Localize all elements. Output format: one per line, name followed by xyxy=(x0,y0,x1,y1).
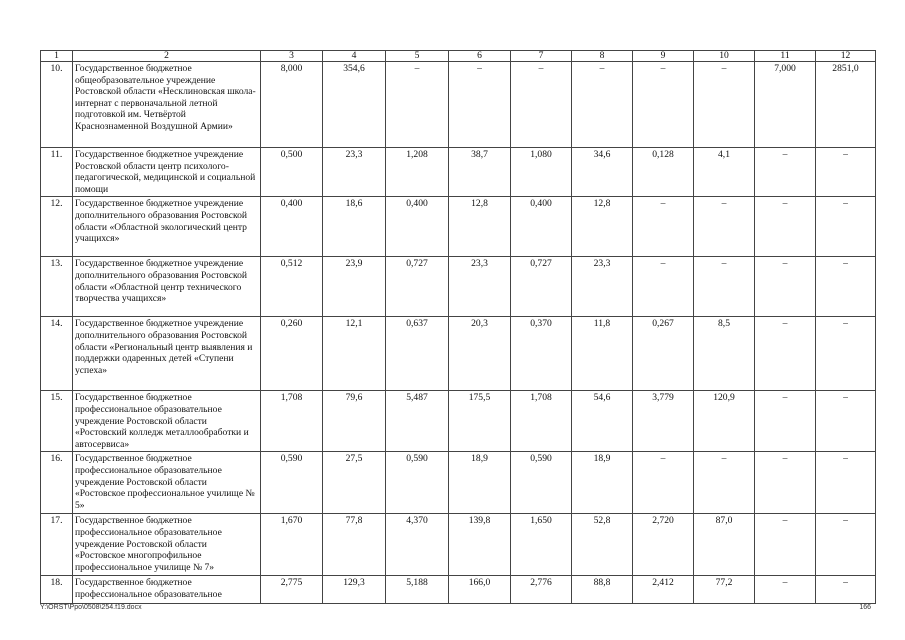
value-cell-col-7: 1,080 xyxy=(511,148,572,197)
value-cell-col-11: 7,000 xyxy=(755,62,816,148)
value-cell-col-7: 0,727 xyxy=(511,257,572,317)
institution-name: Государственное бюджетное учреждение дополнительного образования Ростовской области «Региональный центр выявления и поддержки одаренных детей «Ступени успеха» xyxy=(73,317,261,391)
column-number-11: 11 xyxy=(755,51,816,62)
value-cell-col-3: 8,000 xyxy=(261,62,323,148)
column-number-4: 4 xyxy=(323,51,386,62)
value-cell-col-5: 1,208 xyxy=(386,148,449,197)
value-cell-col-11: – xyxy=(755,452,816,514)
value-cell-col-8: 11,8 xyxy=(572,317,633,391)
row-number: 10. xyxy=(41,62,73,148)
row-number: 17. xyxy=(41,514,73,576)
value-cell-col-12: – xyxy=(816,197,876,257)
value-cell-col-7: 2,776 xyxy=(511,576,572,604)
column-number-6: 6 xyxy=(449,51,511,62)
column-number-8: 8 xyxy=(572,51,633,62)
value-cell-col-5: 0,637 xyxy=(386,317,449,391)
value-cell-col-5: – xyxy=(386,62,449,148)
column-number-1: 1 xyxy=(41,51,73,62)
value-cell-col-4: 23,3 xyxy=(323,148,386,197)
column-number-9: 9 xyxy=(633,51,694,62)
value-cell-col-8: 54,6 xyxy=(572,391,633,452)
institution-name: Государственное бюджетное учреждение дополнительного образования Ростовской области «Областной центр технического творчества учащихся» xyxy=(73,257,261,317)
institution-name: Государственное бюджетное профессиональное образовательное учреждение Ростовской области «Ростовский колледж металлообработки и автосервиса» xyxy=(73,391,261,452)
column-number-row xyxy=(41,51,876,62)
value-cell-col-11: – xyxy=(755,148,816,197)
value-cell-col-9: 0,128 xyxy=(633,148,694,197)
column-number-7: 7 xyxy=(511,51,572,62)
value-cell-col-6: – xyxy=(449,62,511,148)
value-cell-col-10: 8,5 xyxy=(694,317,755,391)
institution-name: Государственное бюджетное профессиональное образовательное xyxy=(73,576,261,604)
value-cell-col-4: 354,6 xyxy=(323,62,386,148)
row-number: 15. xyxy=(41,391,73,452)
value-cell-col-7: 1,708 xyxy=(511,391,572,452)
value-cell-col-8: 12,8 xyxy=(572,197,633,257)
value-cell-col-9: 2,720 xyxy=(633,514,694,576)
value-cell-col-7: – xyxy=(511,62,572,148)
value-cell-col-10: – xyxy=(694,197,755,257)
column-number-3: 3 xyxy=(261,51,323,62)
value-cell-col-8: 23,3 xyxy=(572,257,633,317)
value-cell-col-12: 2851,0 xyxy=(816,62,876,148)
value-cell-col-12: – xyxy=(816,257,876,317)
value-cell-col-6: 38,7 xyxy=(449,148,511,197)
value-cell-col-11: – xyxy=(755,317,816,391)
column-number-10: 10 xyxy=(694,51,755,62)
row-number: 18. xyxy=(41,576,73,604)
column-number-12: 12 xyxy=(816,51,876,62)
table-row xyxy=(41,148,876,197)
value-cell-col-11: – xyxy=(755,391,816,452)
value-cell-col-12: – xyxy=(816,514,876,576)
value-cell-col-3: 1,670 xyxy=(261,514,323,576)
value-cell-col-3: 0,260 xyxy=(261,317,323,391)
institution-name: Государственное бюджетное профессиональное образовательное учреждение Ростовской области «Ростовское многопрофильное профессиональное училище № 7» xyxy=(73,514,261,576)
value-cell-col-10: 120,9 xyxy=(694,391,755,452)
value-cell-col-4: 79,6 xyxy=(323,391,386,452)
value-cell-col-12: – xyxy=(816,148,876,197)
value-cell-col-5: 0,727 xyxy=(386,257,449,317)
table-row xyxy=(41,391,876,452)
page-number: 166 xyxy=(859,604,871,611)
value-cell-col-5: 5,188 xyxy=(386,576,449,604)
value-cell-col-10: 4,1 xyxy=(694,148,755,197)
value-cell-col-7: 0,400 xyxy=(511,197,572,257)
institution-name: Государственное бюджетное профессиональное образовательное учреждение Ростовской области «Ростовское профессиональное училище № 5» xyxy=(73,452,261,514)
table-row xyxy=(41,576,876,604)
institution-name: Государственное бюджетное учреждение Ростовской области центр психолого-педагогической, медицинской и социальной помощи xyxy=(73,148,261,197)
value-cell-col-11: – xyxy=(755,257,816,317)
table-row xyxy=(41,62,876,148)
table-row xyxy=(41,452,876,514)
value-cell-col-6: 23,3 xyxy=(449,257,511,317)
value-cell-col-10: – xyxy=(694,452,755,514)
file-path: Y:\ORST\Ppo\0508\254.f19.docx xyxy=(40,604,142,611)
value-cell-col-6: 20,3 xyxy=(449,317,511,391)
allocation-table xyxy=(40,50,876,604)
row-number: 14. xyxy=(41,317,73,391)
institution-name: Государственное бюджетное общеобразовательное учреждение Ростовской области «Несклиновская школа-интернат с первоначальной летной подготовкой им. Четвёртой Краснознаменной Воздушной Армии» xyxy=(73,62,261,148)
value-cell-col-3: 0,500 xyxy=(261,148,323,197)
row-number: 16. xyxy=(41,452,73,514)
value-cell-col-8: 52,8 xyxy=(572,514,633,576)
value-cell-col-5: 4,370 xyxy=(386,514,449,576)
value-cell-col-10: – xyxy=(694,62,755,148)
value-cell-col-9: – xyxy=(633,452,694,514)
value-cell-col-10: – xyxy=(694,257,755,317)
value-cell-col-6: 139,8 xyxy=(449,514,511,576)
value-cell-col-10: 87,0 xyxy=(694,514,755,576)
value-cell-col-9: – xyxy=(633,197,694,257)
value-cell-col-3: 0,590 xyxy=(261,452,323,514)
value-cell-col-9: – xyxy=(633,257,694,317)
value-cell-col-9: – xyxy=(633,62,694,148)
value-cell-col-8: – xyxy=(572,62,633,148)
value-cell-col-12: – xyxy=(816,317,876,391)
value-cell-col-6: 166,0 xyxy=(449,576,511,604)
column-number-2: 2 xyxy=(73,51,261,62)
value-cell-col-3: 0,512 xyxy=(261,257,323,317)
value-cell-col-9: 2,412 xyxy=(633,576,694,604)
value-cell-col-9: 0,267 xyxy=(633,317,694,391)
table-row xyxy=(41,197,876,257)
value-cell-col-10: 77,2 xyxy=(694,576,755,604)
value-cell-col-11: – xyxy=(755,576,816,604)
value-cell-col-12: – xyxy=(816,576,876,604)
row-number: 11. xyxy=(41,148,73,197)
value-cell-col-5: 0,400 xyxy=(386,197,449,257)
value-cell-col-9: 3,779 xyxy=(633,391,694,452)
value-cell-col-8: 88,8 xyxy=(572,576,633,604)
value-cell-col-6: 175,5 xyxy=(449,391,511,452)
value-cell-col-7: 0,370 xyxy=(511,317,572,391)
value-cell-col-5: 0,590 xyxy=(386,452,449,514)
value-cell-col-5: 5,487 xyxy=(386,391,449,452)
value-cell-col-11: – xyxy=(755,197,816,257)
value-cell-col-3: 1,708 xyxy=(261,391,323,452)
table-row xyxy=(41,514,876,576)
row-number: 13. xyxy=(41,257,73,317)
value-cell-col-4: 77,8 xyxy=(323,514,386,576)
value-cell-col-7: 0,590 xyxy=(511,452,572,514)
value-cell-col-11: – xyxy=(755,514,816,576)
row-number: 12. xyxy=(41,197,73,257)
table-row xyxy=(41,257,876,317)
value-cell-col-6: 18,9 xyxy=(449,452,511,514)
value-cell-col-8: 34,6 xyxy=(572,148,633,197)
column-number-5: 5 xyxy=(386,51,449,62)
value-cell-col-3: 0,400 xyxy=(261,197,323,257)
value-cell-col-8: 18,9 xyxy=(572,452,633,514)
value-cell-col-6: 12,8 xyxy=(449,197,511,257)
value-cell-col-12: – xyxy=(816,452,876,514)
value-cell-col-4: 18,6 xyxy=(323,197,386,257)
value-cell-col-4: 23,9 xyxy=(323,257,386,317)
value-cell-col-7: 1,650 xyxy=(511,514,572,576)
institution-name: Государственное бюджетное учреждение дополнительного образования Ростовской области «Областной экологический центр учащихся» xyxy=(73,197,261,257)
value-cell-col-4: 12,1 xyxy=(323,317,386,391)
value-cell-col-4: 27,5 xyxy=(323,452,386,514)
value-cell-col-12: – xyxy=(816,391,876,452)
value-cell-col-4: 129,3 xyxy=(323,576,386,604)
table-row xyxy=(41,317,876,391)
value-cell-col-3: 2,775 xyxy=(261,576,323,604)
